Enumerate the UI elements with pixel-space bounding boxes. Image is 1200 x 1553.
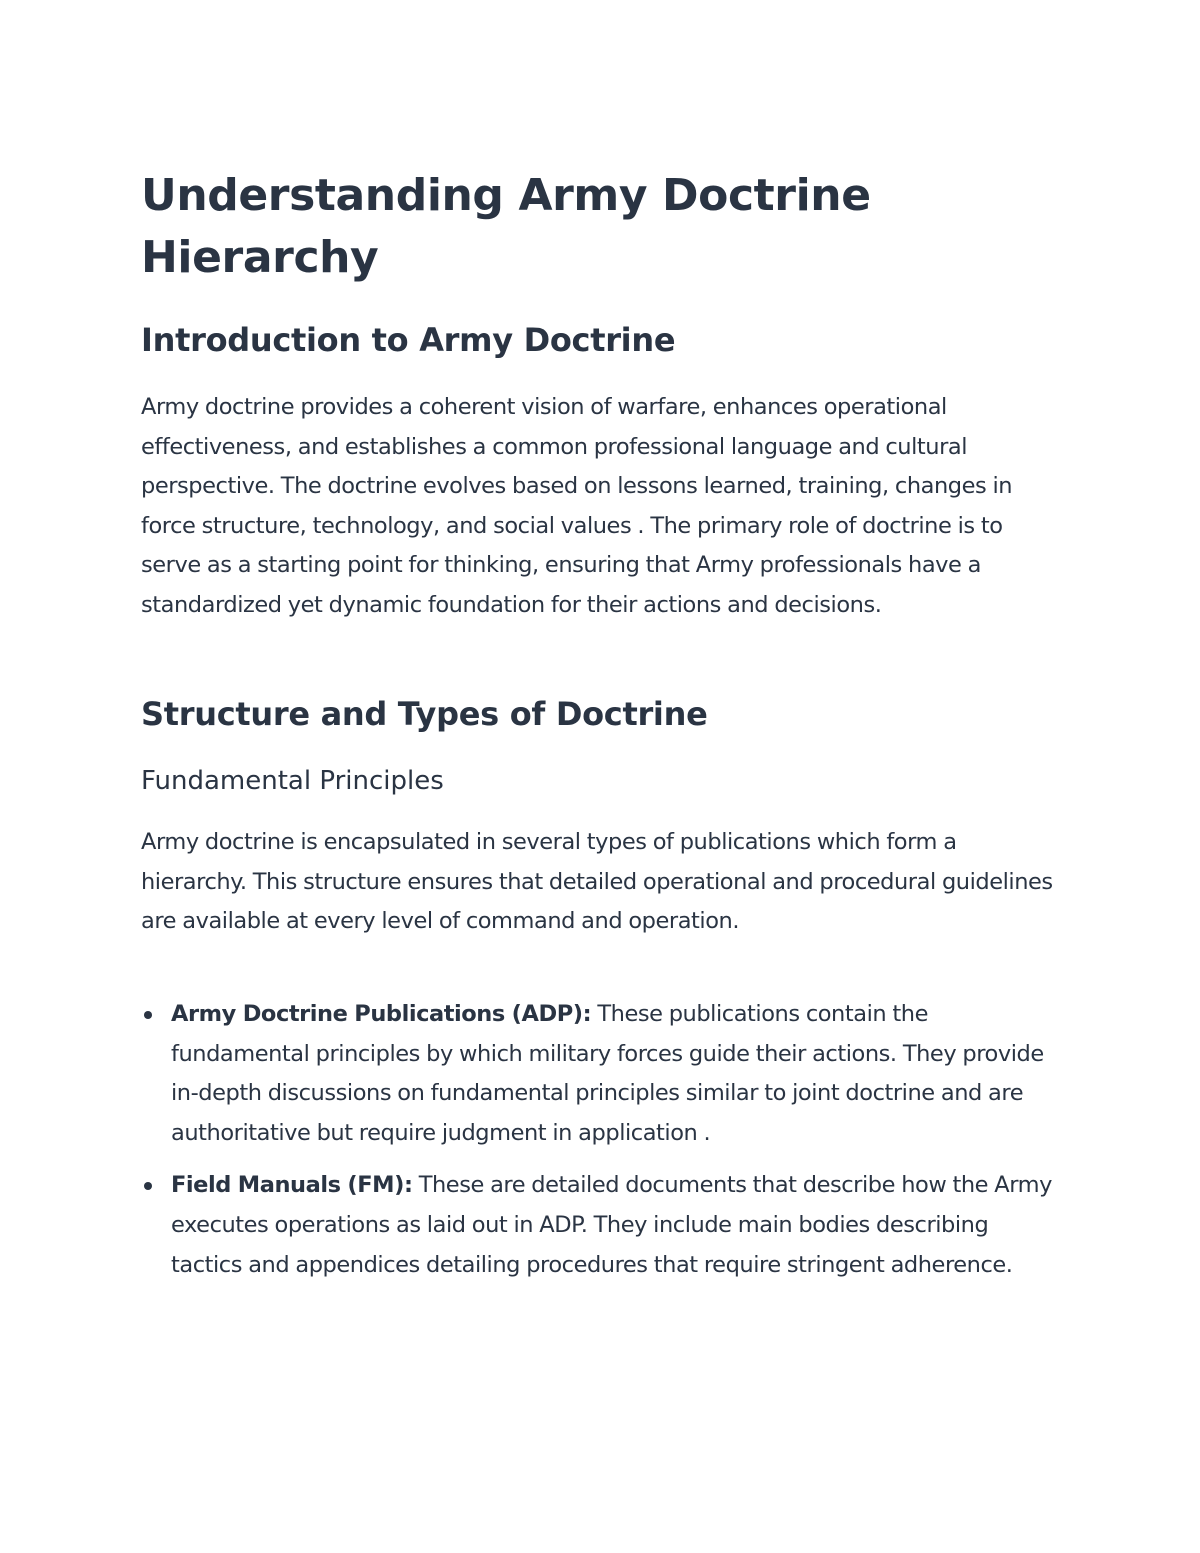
bullet-term-fm: Field Manuals (FM):: [171, 1172, 413, 1199]
list-item-adp: [141, 995, 1061, 1153]
doctrine-types-list: [141, 995, 1071, 1298]
bullet-term-adp: Army Doctrine Publications (ADP):: [171, 1001, 592, 1027]
bullet-text-adp: These publications contain the fundamental principles by which military forces guide their actions. They provide in-depth discussions on fundamental principles similar to joint doctrine and are authoritative but require judgment in application .: [171, 1001, 1044, 1146]
bullet-text-fm: These are detailed documents that describe how the Army executes operations as laid out in ADP. They include main bodies describing tactics and appendices detailing procedures that require stringent adherence.: [171, 1172, 1052, 1278]
structure-paragraph: Army doctrine is encapsulated in several types of publications which form a hierarchy. This structure ensures that detailed operational and procedural guidelines are available at every level of command and operation.: [141, 829, 1053, 935]
section-heading-structure: Structure and Types of Doctrine: [141, 695, 708, 733]
subheading-fundamental-principles: Fundamental Principles: [141, 766, 444, 796]
bullet-dot-icon: [144, 1011, 152, 1019]
bullet-dot-icon: [144, 1182, 152, 1190]
introduction-paragraph: Army doctrine provides a coherent vision of warfare, enhances operational effectiveness, and establishes a common professional language and cultural perspective. The doctrine evolves based on lessons learned, training, changes in force structure, technology, and social values . The primary role of doctrine is to serve as a starting point for thinking, ensuring that Army professionals have a standardized yet dynamic foundation for their actions and decisions.: [141, 394, 1013, 618]
document-title: Understanding Army Doctrine Hierarchy: [141, 170, 871, 283]
section-heading-introduction: Introduction to Army Doctrine: [141, 321, 676, 359]
list-item-fm: [141, 1166, 1061, 1285]
